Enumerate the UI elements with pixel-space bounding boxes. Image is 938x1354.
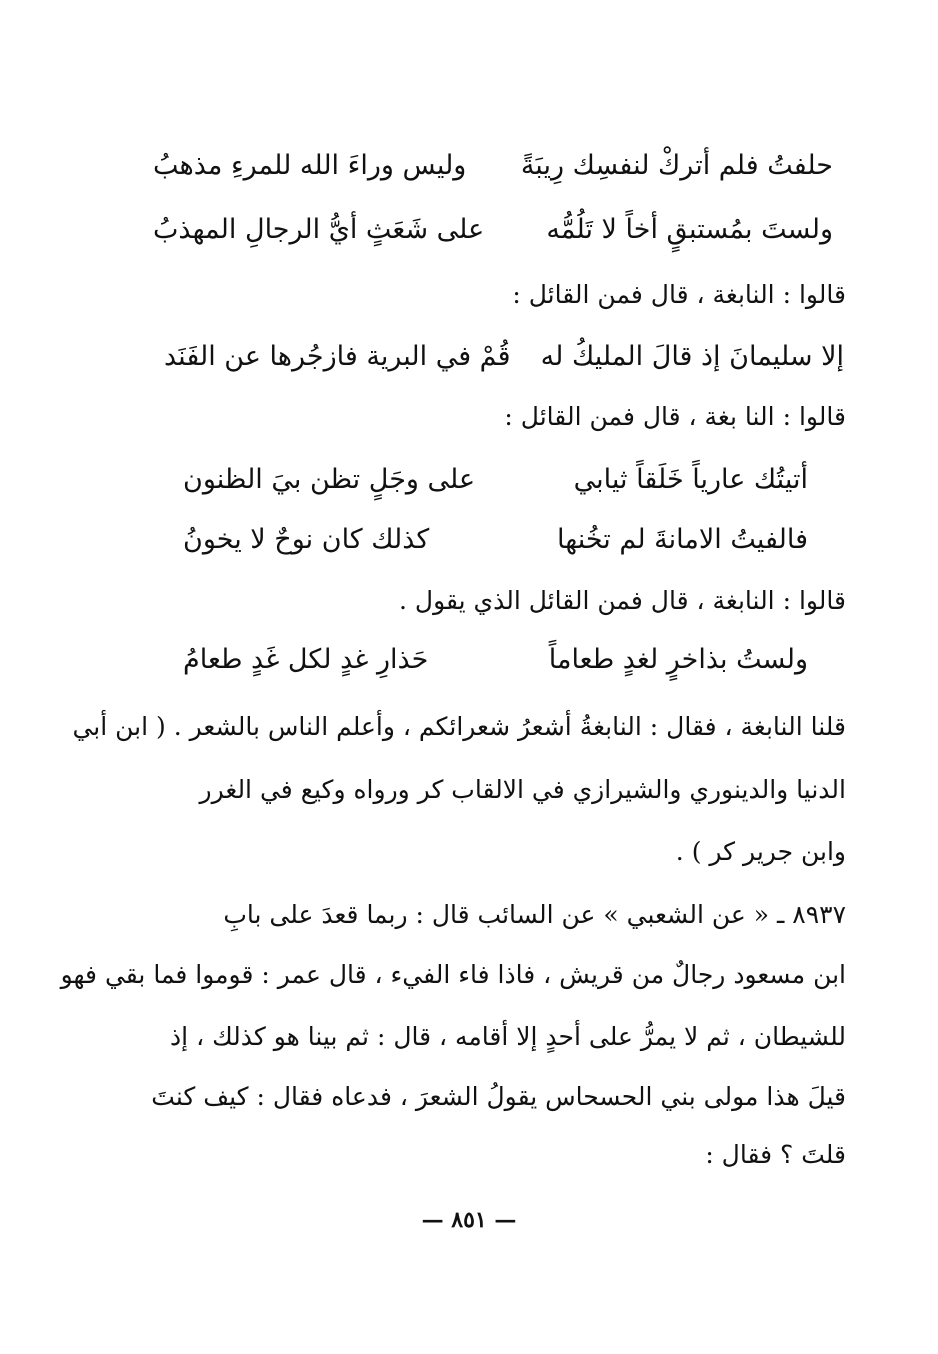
prose-line: قالوا : النابغة ، قال فمن القائل :	[512, 280, 846, 309]
verse-line	[153, 210, 833, 250]
verse-line	[183, 460, 808, 500]
verse-second-hemistich: على شَعَثٍ أيُّ الرجالِ المهذبُ	[153, 214, 485, 245]
verse-first-hemistich: أتيتُك عارياً خَلَقاً ثيابي	[573, 464, 808, 495]
verse-line	[153, 146, 833, 186]
page-number: — ٨٥١ —	[421, 1207, 517, 1233]
prose-line: قالوا : النابغة ، قال فمن القائل الذي يقول .	[399, 586, 846, 615]
verse-first-hemistich: إلا سليمانَ إذ قالَ المليكُ له	[540, 341, 844, 372]
verse-second-hemistich: كذلك كان نوحٌ لا يخونُ	[183, 524, 430, 555]
prose-line: للشيطان ، ثم لا يمرُّ على أحدٍ إلا أقامه ، قال : ثم بينا هو كذلك ، إذ	[170, 1022, 846, 1051]
prose-line: ٨٩٣٧ ـ « عن الشعبي » عن السائب قال : ربما قعدَ على بابِ	[223, 900, 846, 929]
verse-second-hemistich: حَذارِ غدٍ لكل غَدٍ طعامُ	[183, 644, 429, 675]
prose-line: ابن مسعود رجالٌ من قريش ، فاذا فاء الفيء ، قال عمر : قوموا فما بقي فهو	[60, 960, 846, 989]
verse-second-hemistich: وليس وراءَ الله للمرءِ مذهبُ	[153, 150, 467, 181]
verse-first-hemistich: ولستَ بمُستبقٍ أخاً لا تَلُمُّه	[546, 214, 833, 245]
prose-line: قلتَ ؟ فقال :	[705, 1140, 846, 1169]
verse-first-hemistich: فالفيتُ الامانةَ لم تخُنها	[557, 524, 808, 555]
verse-first-hemistich: ولستُ بذاخرٍ لغدٍ طعاماً	[548, 644, 808, 675]
prose-line: الدنيا والدينوري والشيرازي في الالقاب كر ورواه وكيع في الغرر	[199, 775, 846, 804]
prose-line: قلنا النابغة ، فقال : النابغةُ أشعرُ شعرائكم ، وأعلم الناس بالشعر . ( ابن أبي	[72, 712, 846, 741]
verse-second-hemistich: على وجَلٍ تظن بيَ الظنون	[183, 464, 476, 495]
verse-first-hemistich: حلفتُ فلم أتركْ لنفسِك رِيبَةً	[520, 150, 833, 181]
verse-line	[183, 520, 808, 560]
prose-line: قالوا : النا بغة ، قال فمن القائل :	[504, 402, 846, 431]
verse-second-hemistich: قُمْ في البرية فازجُرها عن الفَنَد	[164, 341, 511, 372]
verse-line	[183, 640, 808, 680]
verse-line	[164, 337, 844, 377]
prose-line: قيلَ هذا مولى بني الحسحاس يقولُ الشعرَ ، فدعاه فقال : كيف كنتَ	[151, 1082, 846, 1111]
prose-line: وابن جرير كر ) .	[675, 837, 846, 866]
